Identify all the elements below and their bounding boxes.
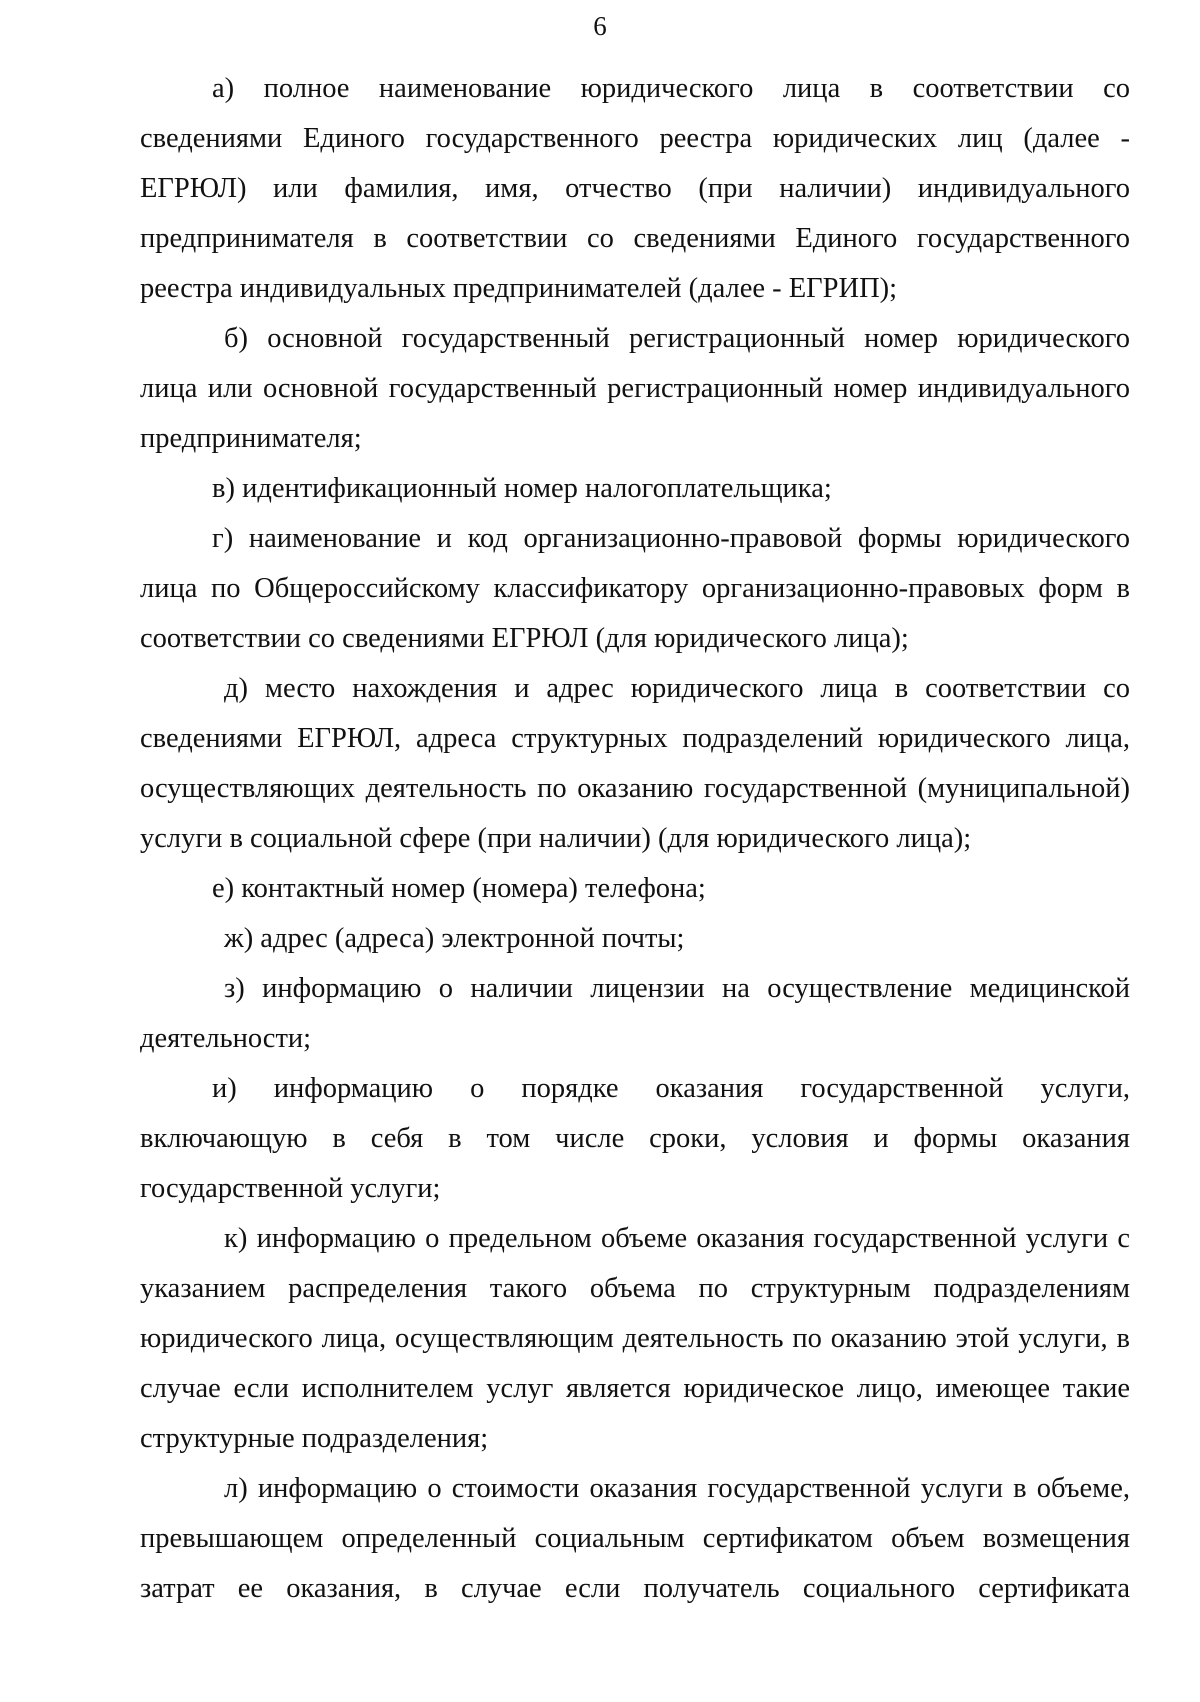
text-line: случае если исполнителем услуг является юридическое лицо, имеющее такие [140,1373,1130,1404]
paragraph-a [140,64,1130,314]
paragraph-e [140,864,1130,914]
text-line: сведениями Единого государственного реестра юридических лиц (далее - [140,123,1130,154]
text-line: ЕГРЮЛ) или фамилия, имя, отчество (при наличии) индивидуального [140,173,1130,204]
text-line: предпринимателя в соответствии со сведениями Единого государственного [140,223,1130,254]
text-line: е) контактный номер (номера) телефона; [212,873,706,904]
paragraph-k [140,1214,1130,1464]
text-line: лица по Общероссийскому классификатору организационно-правовых форм в [140,573,1130,604]
text-line: превышающем определенный социальным сертификатом объем возмещения [140,1523,1130,1554]
text-line: д) место нахождения и адрес юридического лица в соответствии со [224,673,1130,704]
text-line: включающую в себя в том числе сроки, условия и формы оказания [140,1123,1130,1154]
text-line: затрат ее оказания, в случае если получатель социального сертификата [140,1573,1130,1604]
text-line: услуги в социальной сфере (при наличии) (для юридического лица); [140,823,972,854]
text-line: а) полное наименование юридического лица в соответствии со [212,73,1130,104]
document-body [140,64,1130,1614]
paragraph-z [140,964,1130,1064]
text-line: деятельности; [140,1023,312,1054]
text-line: соответствии со сведениями ЕГРЮЛ (для юридического лица); [140,623,909,654]
text-line: указанием распределения такого объема по структурным подразделениям [140,1273,1130,1304]
text-line: лица или основной государственный регистрационный номер индивидуального [140,373,1130,404]
paragraph-b [140,314,1130,464]
paragraph-i [140,1064,1130,1214]
text-line: сведениями ЕГРЮЛ, адреса структурных подразделений юридического лица, [140,723,1130,754]
paragraph-v [140,464,1130,514]
paragraph-zh [140,914,1130,964]
text-line: предпринимателя; [140,423,362,454]
text-line: в) идентификационный номер налогоплательщика; [212,473,832,504]
text-line: осуществляющих деятельность по оказанию государственной (муниципальной) [140,773,1130,804]
paragraph-g [140,514,1130,664]
text-line: з) информацию о наличии лицензии на осуществление медицинской [224,973,1130,1004]
text-line: ж) адрес (адреса) электронной почты; [224,923,685,954]
text-line: государственной услуги; [140,1173,441,1204]
paragraph-d [140,664,1130,864]
text-line: г) наименование и код организационно-правовой формы юридического [212,523,1130,554]
text-line: и) информацию о порядке оказания государственной услуги, [212,1073,1130,1104]
text-line: юридического лица, осуществляющим деятельность по оказанию этой услуги, в [140,1323,1130,1354]
text-line: структурные подразделения; [140,1423,489,1454]
text-line: б) основной государственный регистрационный номер юридического [224,323,1130,354]
page-number: 6 [593,11,607,41]
text-line: к) информацию о предельном объеме оказания государственной услуги с [224,1223,1130,1254]
paragraph-l [140,1464,1130,1614]
text-line: л) информацию о стоимости оказания государственной услуги в объеме, [224,1473,1130,1504]
text-line: реестра индивидуальных предпринимателей (далее - ЕГРИП); [140,273,898,304]
